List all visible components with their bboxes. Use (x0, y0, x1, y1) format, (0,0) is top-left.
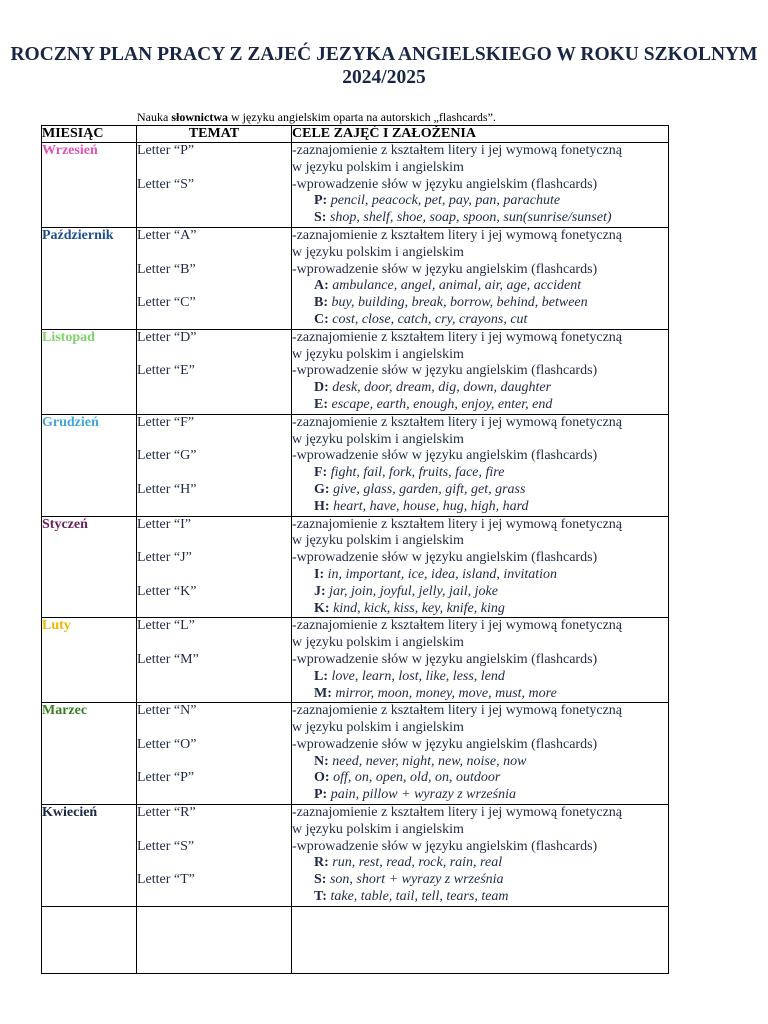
vocabulary-words: take, table, tail, tell, tears, team (326, 889, 509, 905)
table-row (42, 805, 669, 907)
vocabulary-letter: J: (314, 583, 326, 599)
table-row (42, 703, 669, 805)
vocabulary-words: run, rest, read, rock, rain, real (328, 855, 503, 871)
vocabulary-line (292, 397, 668, 414)
vocabulary-words: son, short + wyrazy z września (326, 872, 504, 888)
vocabulary-words: kind, kick, kiss, key, knife, king (329, 600, 505, 616)
goal-line: w języku polskim i angielskim (292, 244, 464, 260)
vocabulary-line (292, 210, 668, 227)
spacer (137, 160, 291, 177)
table-row (42, 227, 669, 329)
topic-cell (137, 516, 292, 618)
letter-topic: Letter “K” (137, 583, 197, 599)
letter-topic: Letter “P” (137, 770, 195, 786)
topic-cell (137, 143, 292, 228)
table-row (42, 143, 669, 228)
goal-line: w języku polskim i angielskim (292, 533, 464, 549)
goals-cell (292, 414, 669, 516)
vocabulary-words: shop, shelf, shoe, soap, spoon, sun(sunrise/sunset) (326, 210, 612, 226)
vocabulary-words: give, glass, garden, gift, get, grass (329, 481, 526, 497)
empty-row (42, 906, 669, 973)
table-row (42, 329, 669, 414)
goal-line: -wprowadzenie słów w języku angielskim (flashcards) (292, 176, 598, 192)
letter-topic: Letter “D” (137, 329, 197, 345)
vocabulary-letter: E: (314, 396, 328, 412)
vocabulary-words: desk, door, dream, dig, down, daughter (328, 380, 552, 396)
vocabulary-line (292, 465, 668, 482)
month-name: Listopad (42, 329, 95, 345)
spacer (137, 567, 291, 584)
vocabulary-line (292, 669, 668, 686)
month-name: Styczeń (42, 516, 88, 532)
letter-topic: Letter “S” (137, 176, 195, 192)
letter-topic: Letter “T” (137, 872, 195, 888)
table-row (42, 414, 669, 516)
vocabulary-letter: A: (314, 278, 329, 294)
vocabulary-line (292, 278, 668, 295)
goals-cell (292, 143, 669, 228)
vocabulary-line (292, 754, 668, 771)
month-name: Grudzień (42, 414, 99, 430)
vocabulary-line (292, 567, 668, 584)
vocabulary-letter: M: (314, 685, 332, 701)
vocabulary-line (292, 601, 668, 618)
goal-line: w języku polskim i angielskim (292, 821, 464, 837)
letter-topic: Letter “R” (137, 805, 196, 821)
vocabulary-line (292, 686, 668, 703)
intro-bold: słownictwa (171, 110, 228, 124)
goal-line: -zaznajomienie z kształtem litery i jej wymową fonetyczną (292, 414, 623, 430)
vocabulary-words: mirror, moon, money, move, must, more (331, 685, 557, 701)
letter-topic: Letter “S” (137, 838, 195, 854)
goal-line: -wprowadzenie słów w języku angielskim (flashcards) (292, 448, 598, 464)
topic-cell (137, 329, 292, 414)
vocabulary-words: escape, earth, enough, enjoy, enter, end (328, 396, 553, 412)
vocabulary-letter: B: (314, 295, 328, 311)
goal-line: w języku polskim i angielskim (292, 346, 464, 362)
goal-line: -zaznajomienie z kształtem litery i jej wymową fonetyczną (292, 618, 623, 634)
month-name: Kwiecień (42, 805, 98, 821)
vocabulary-line (292, 193, 668, 210)
goal-line: -wprowadzenie słów w języku angielskim (flashcards) (292, 550, 598, 566)
vocabulary-words: off, on, open, old, on, outdoor (329, 770, 501, 786)
letter-topic: Letter “L” (137, 618, 195, 634)
vocabulary-line (292, 499, 668, 516)
goal-line: -zaznajomienie z kształtem litery i jej wymową fonetyczną (292, 143, 623, 158)
spacer (137, 855, 291, 872)
vocabulary-letter: R: (314, 855, 329, 871)
goal-line: -zaznajomienie z kształtem litery i jej wymową fonetyczną (292, 805, 623, 821)
header-month: MIESIĄC (42, 126, 137, 143)
month-name: Październik (42, 227, 114, 243)
topic-cell (137, 703, 292, 805)
vocabulary-line (292, 312, 668, 329)
spacer (137, 635, 291, 652)
letter-topic: Letter “G” (137, 448, 197, 464)
vocabulary-words: buy, building, break, borrow, behind, between (328, 295, 588, 311)
vocabulary-words: pain, pillow + wyrazy z września (327, 787, 516, 803)
spacer (137, 245, 291, 262)
vocabulary-letter: H: (314, 498, 330, 514)
empty-cell (292, 906, 669, 973)
spacer (137, 465, 291, 482)
letter-topic: Letter “E” (137, 363, 195, 379)
letter-topic: Letter “O” (137, 736, 197, 752)
vocabulary-words: in, important, ice, idea, island, invitation (324, 566, 558, 582)
letter-topic: Letter “M” (137, 651, 199, 667)
intro-suffix: w języku angielskim oparta na autorskich „flashcards”. (228, 110, 496, 124)
goals-cell (292, 618, 669, 703)
vocabulary-letter: G: (314, 481, 330, 497)
month-cell (42, 329, 137, 414)
goal-line: -wprowadzenie słów w języku angielskim (flashcards) (292, 261, 598, 277)
spacer (137, 278, 291, 295)
empty-cell (42, 906, 137, 973)
table-row (42, 516, 669, 618)
letter-topic: Letter “J” (137, 550, 192, 566)
goal-line: w języku polskim i angielskim (292, 159, 464, 175)
goal-line: -wprowadzenie słów w języku angielskim (flashcards) (292, 363, 598, 379)
topic-cell (137, 227, 292, 329)
letter-topic: Letter “I” (137, 516, 192, 532)
goal-line: -zaznajomienie z kształtem litery i jej wymową fonetyczną (292, 227, 623, 243)
goals-cell (292, 516, 669, 618)
spacer (137, 347, 291, 364)
goals-cell (292, 227, 669, 329)
goal-line: -zaznajomienie z kształtem litery i jej wymową fonetyczną (292, 703, 623, 719)
vocabulary-letter: F: (314, 465, 328, 481)
goal-line: -wprowadzenie słów w języku angielskim (flashcards) (292, 651, 598, 667)
vocabulary-letter: S: (314, 872, 327, 888)
letter-topic: Letter “F” (137, 414, 195, 430)
vocabulary-line (292, 889, 668, 906)
month-cell (42, 227, 137, 329)
vocabulary-letter: C: (314, 311, 329, 327)
table-row (42, 618, 669, 703)
letter-topic: Letter “P” (137, 143, 195, 158)
goal-line: -zaznajomienie z kształtem litery i jej wymową fonetyczną (292, 329, 623, 345)
goal-line: -wprowadzenie słów w języku angielskim (flashcards) (292, 736, 598, 752)
goals-cell (292, 329, 669, 414)
vocabulary-letter: K: (314, 600, 330, 616)
goal-line: w języku polskim i angielskim (292, 635, 464, 651)
spacer (137, 533, 291, 550)
empty-cell (137, 906, 292, 973)
spacer (137, 822, 291, 839)
month-name: Luty (42, 618, 71, 634)
vocabulary-line (292, 584, 668, 601)
vocabulary-words: pencil, peacock, pet, pay, pan, parachute (327, 193, 561, 209)
vocabulary-letter: O: (314, 770, 330, 786)
month-name: Marzec (42, 703, 88, 719)
table-header-row (42, 126, 669, 143)
vocabulary-letter: T: (314, 889, 327, 905)
month-name: Wrzesień (42, 143, 98, 158)
month-cell (42, 414, 137, 516)
intro-prefix: Nauka (137, 110, 172, 124)
topic-cell (137, 414, 292, 516)
topic-cell (137, 805, 292, 907)
vocabulary-letter: S: (314, 210, 327, 226)
vocabulary-line (292, 787, 668, 804)
goals-cell (292, 805, 669, 907)
vocabulary-line (292, 872, 668, 889)
month-cell (42, 703, 137, 805)
month-cell (42, 516, 137, 618)
goal-line: -wprowadzenie słów w języku angielskim (flashcards) (292, 838, 598, 854)
letter-topic: Letter “N” (137, 703, 197, 719)
vocabulary-words: ambulance, angel, animal, air, age, accident (328, 278, 582, 294)
vocabulary-letter: P: (314, 787, 328, 803)
vocabulary-words: heart, have, house, hug, high, hard (329, 498, 529, 514)
vocabulary-letter: I: (314, 566, 325, 582)
vocabulary-line (292, 295, 668, 312)
plan-body (42, 143, 669, 974)
letter-topic: Letter “B” (137, 261, 196, 277)
month-cell (42, 143, 137, 228)
month-cell (42, 805, 137, 907)
vocabulary-words: love, learn, lost, like, less, lend (328, 668, 505, 684)
header-goals: CELE ZAJĘĆ I ZAŁOŻENIA (292, 126, 669, 143)
spacer (137, 754, 291, 771)
goal-line: -zaznajomienie z kształtem litery i jej wymową fonetyczną (292, 516, 623, 532)
letter-topic: Letter “C” (137, 295, 196, 311)
letter-topic: Letter “A” (137, 227, 197, 243)
vocabulary-letter: D: (314, 380, 329, 396)
intro-note (137, 110, 496, 125)
spacer (137, 720, 291, 737)
vocabulary-line (292, 380, 668, 397)
vocabulary-line (292, 770, 668, 787)
vocabulary-words: cost, close, catch, cry, crayons, cut (328, 311, 528, 327)
letter-topic: Letter “H” (137, 481, 197, 497)
vocabulary-line (292, 482, 668, 499)
goals-cell (292, 703, 669, 805)
vocabulary-line (292, 855, 668, 872)
vocabulary-words: fight, fail, fork, fruits, face, fire (327, 465, 505, 481)
spacer (137, 432, 291, 449)
vocabulary-letter: N: (314, 753, 329, 769)
vocabulary-letter: P: (314, 193, 328, 209)
header-topic: TEMAT (137, 126, 292, 143)
vocabulary-letter: L: (314, 668, 328, 684)
vocabulary-words: jar, join, joyful, jelly, jail, joke (325, 583, 498, 599)
month-cell (42, 618, 137, 703)
goal-line: w języku polskim i angielskim (292, 720, 464, 736)
document-title: ROCZNY PLAN PRACY Z ZAJEĆ JEZYKA ANGIELSKIEGO W ROKU SZKOLNYM 2024/2025 (10, 44, 758, 88)
vocabulary-words: need, never, night, new, noise, now (328, 753, 527, 769)
plan-table (41, 125, 669, 974)
topic-cell (137, 618, 292, 703)
goal-line: w języku polskim i angielskim (292, 431, 464, 447)
